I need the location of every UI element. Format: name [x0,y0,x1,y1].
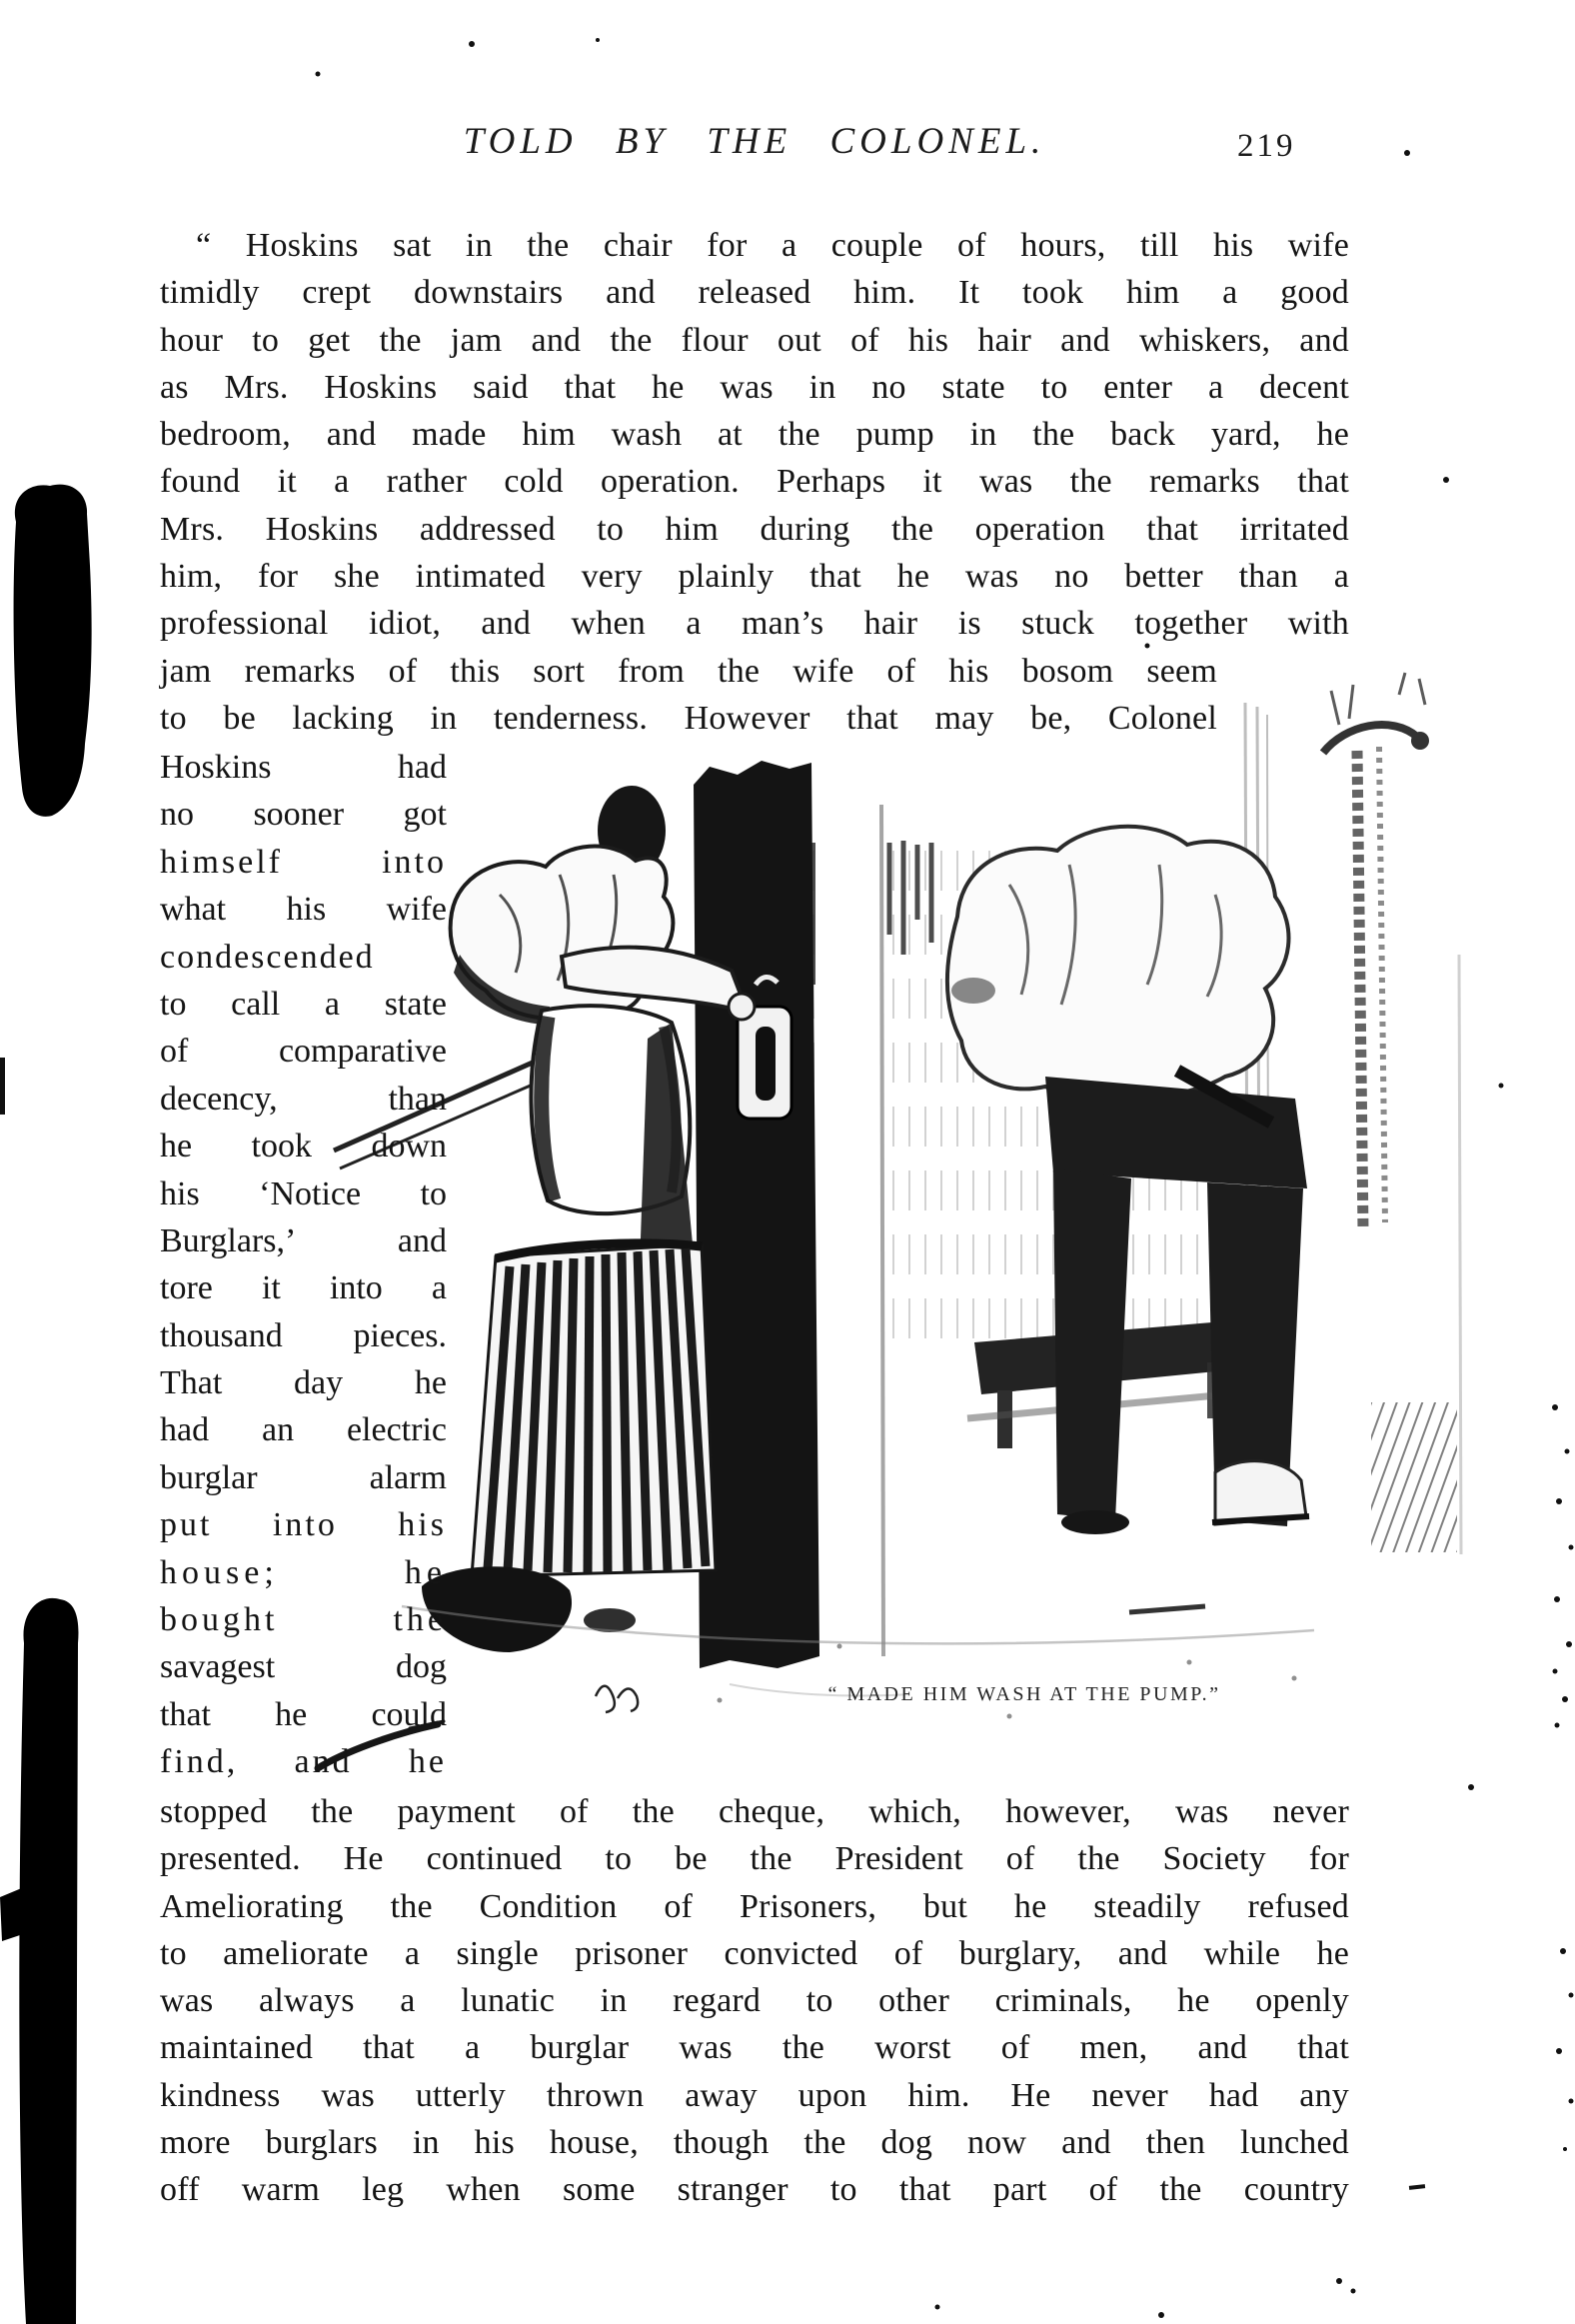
running-header: TOLD BY THE COLONEL. [463,121,1046,162]
column-text-line: what his wife [160,891,447,929]
column-text-line: to call a state [160,985,447,1023]
column-text-line: Burglars,’ and [160,1221,447,1259]
ink-blob-lower-left [19,1598,78,2324]
column-text-line: tore it into a [160,1269,447,1307]
column-text-line: that he could [160,1695,447,1733]
column-text-line: Hoskins had [160,749,447,786]
bush-hatch [1371,1402,1457,1552]
wrapped-left-column [160,744,447,1786]
column-text-line: house; he [160,1553,447,1591]
body-text-line: kindness was utterly thrown away upon him. He never had any [160,2076,1349,2114]
margin-tick [0,1058,5,1115]
column-text-line: savagest dog [160,1648,447,1686]
body-text-line: more burglars in his house, though the dog now and then lunched [160,2124,1349,2162]
body-text-line: timidly crept downstairs and released him. It took him a good [160,274,1349,312]
ink-blob-upper-left [14,485,92,817]
body-text-line: found it a rather cold operation. Perhaps it was the remarks that [160,463,1349,501]
illustration-woman-watching-man-wash-at-pump [310,655,1479,1789]
pump [1323,673,1457,1552]
body-text-line: to be lacking in tenderness. However that may be, Colonel [160,699,1217,737]
illustration-caption: “ MADE HIM WASH AT THE PUMP.” [827,1683,1221,1705]
column-text-line: himself into [160,843,447,881]
body-text-line: as Mrs. Hoskins said that he was in no state to enter a decent [160,368,1349,406]
paragraph-top [160,222,1349,742]
body-text-line: professional idiot, and when a man’s hair is stuck together with [160,605,1349,643]
body-text-line: off warm leg when some stranger to that part of the country [160,2171,1349,2209]
column-text-line: his ‘Notice to [160,1174,447,1212]
column-text-line: burglar alarm [160,1458,447,1496]
body-text-line: presented. He continued to be the President of the Society for [160,1840,1349,1878]
column-text-line: had an electric [160,1411,447,1449]
column-text-line: That day he [160,1364,447,1402]
column-text-line: put into his [160,1506,447,1544]
body-text-line: was always a lunatic in regard to other criminals, he openly [160,1982,1349,2020]
body-text-line: stopped the payment of the cheque, which, however, was never [160,1793,1349,1830]
artist-mark [596,1686,638,1712]
column-text-line: condescended [160,938,375,976]
body-text-line: bedroom, and made him wash at the pump in the back yard, he [160,416,1349,454]
body-text-line: to ameliorate a single prisoner convicted of burglary, and while he [160,1934,1349,1972]
body-text-line: maintained that a burglar was the worst of men, and that [160,2029,1349,2067]
column-text-line: thousand pieces. [160,1316,447,1354]
column-text-line: he took down [160,1128,447,1165]
body-text-line: Mrs. Hoskins addressed to him during the operation that irritated [160,510,1349,548]
column-text-line: no sooner got [160,796,447,834]
door [694,761,883,1668]
body-text-line: him, for she intimated very plainly that he was no better than a [160,558,1349,596]
column-text-line: bought the [160,1601,447,1639]
paragraph-bottom [160,1788,1349,2214]
column-text-line: decency, than [160,1080,447,1118]
page-number: 219 [1237,128,1296,164]
body-text-line: hour to get the jam and the flour out of his hair and whiskers, and [160,321,1349,359]
column-text-line: of comparative [160,1033,447,1071]
column-text-line: find, and he [160,1743,447,1781]
body-text-line: Ameliorating the Condition of Prisoners, but he steadily refused [160,1887,1349,1925]
body-text-line: “ Hoskins sat in the chair for a couple of hours, till his wife [196,227,1349,264]
body-text-line: jam remarks of this sort from the wife of his bosom seem [160,652,1217,690]
